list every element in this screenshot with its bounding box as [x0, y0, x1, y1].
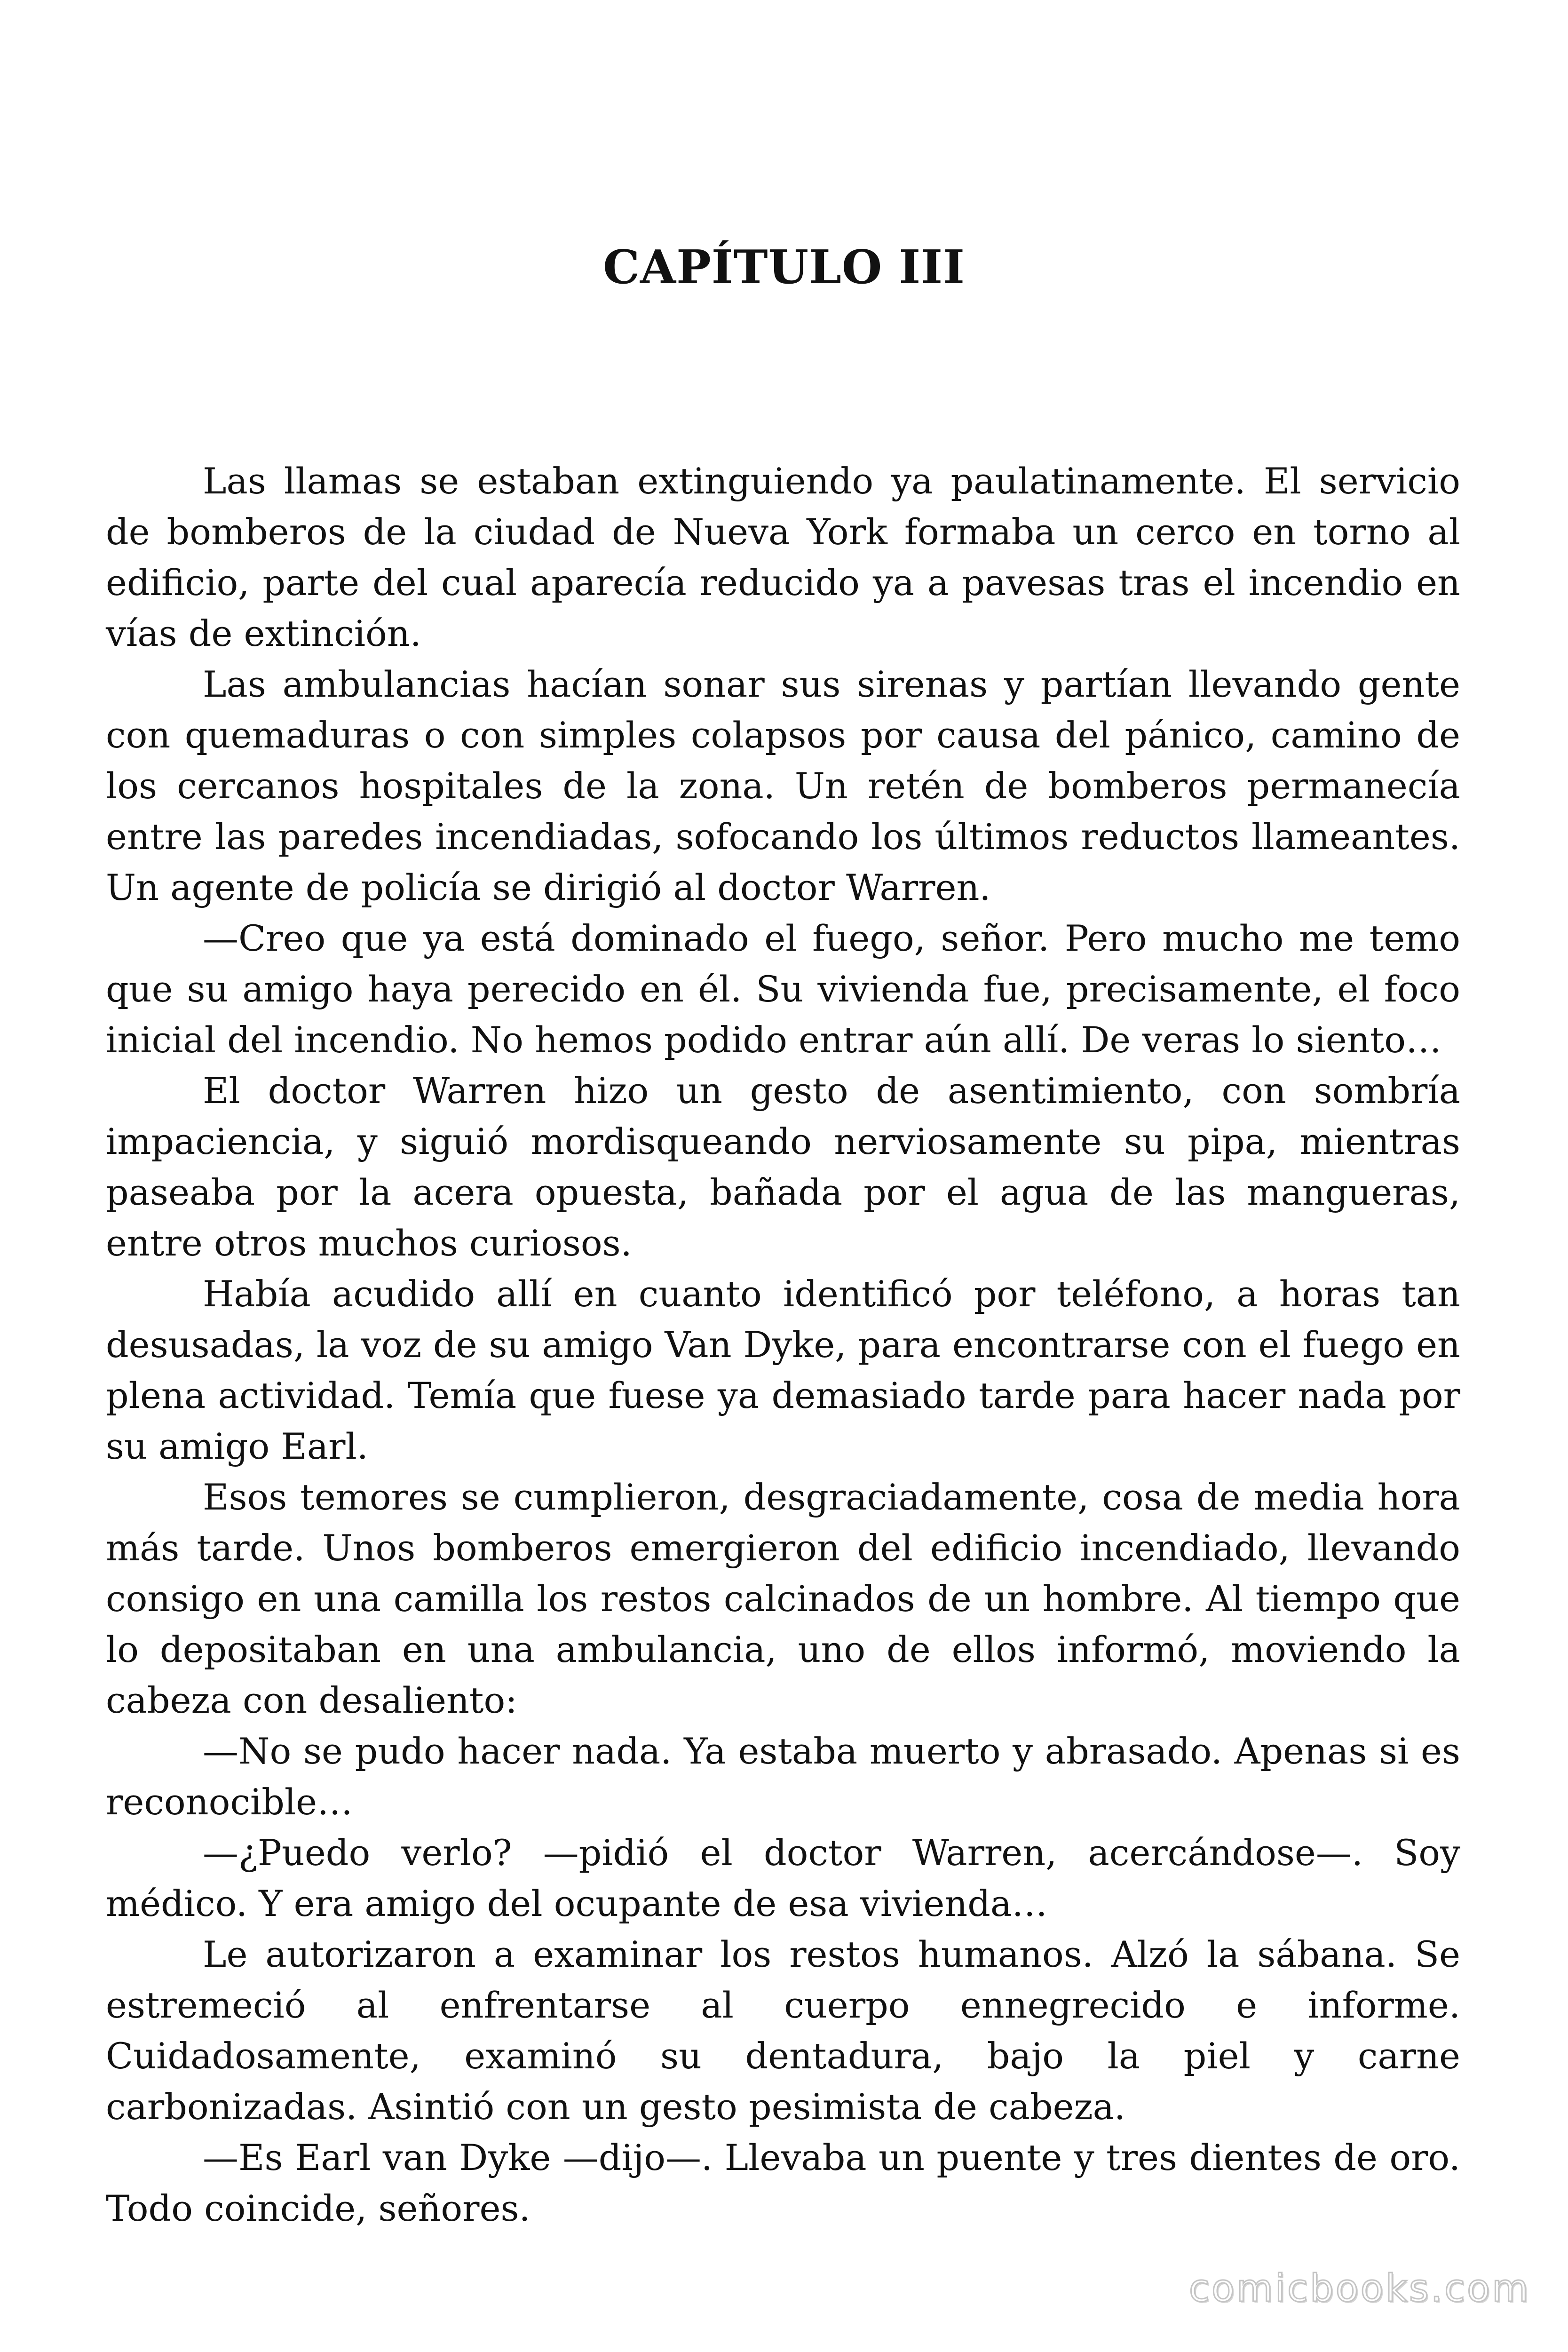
paragraph: —Creo que ya está dominado el fuego, señor. Pero mucho me temo que su amigo haya perecido en él. Su vivienda fue, precisamente, el foco inicial del incendio. No hemos podido entrar aún allí. De veras lo siento… [106, 917, 1460, 1061]
paragraph: El doctor Warren hizo un gesto de asentimiento, con sombría impaciencia, y siguió mordisqueando nerviosamente su pipa, mientras paseaba por la acera opuesta, bañada por el agua de las mangueras, entre otros muchos curiosos. [106, 1070, 1460, 1264]
chapter-body [106, 456, 1460, 2234]
paragraph: Había acudido allí en cuanto identificó por teléfono, a horas tan desusadas, la voz de su amigo Van Dyke, para encontrarse con el fuego en plena actividad. Temía que fuese ya demasiado tarde para hacer nada por su amigo Earl. [106, 1273, 1460, 1467]
watermark: comicbooks.com [1188, 2266, 1530, 2310]
paragraph: Esos temores se cumplieron, desgraciadamente, cosa de media hora más tarde. Unos bomberos emergieron del edificio incendiado, llevando consigo en una camilla los restos calcinados de un hombre. Al tiempo que lo depositaban en una ambulancia, uno de ellos informó, moviendo la cabeza con desaliento: [106, 1476, 1460, 1721]
paragraph: —Es Earl van Dyke —dijo—. Llevaba un puente y tres dientes de oro. Todo coincide, señores. [106, 2137, 1460, 2229]
paragraph: Las llamas se estaban extinguiendo ya paulatinamente. El servicio de bomberos de la ciudad de Nueva York formaba un cerco en torno al edificio, parte del cual aparecía reducido ya a pavesas tras el incendio en vías de extinción. [106, 460, 1460, 654]
paragraph: —No se pudo hacer nada. Ya estaba muerto y abrasado. Apenas si es reconocible… [106, 1730, 1460, 1823]
paragraph: Las ambulancias hacían sonar sus sirenas y partían llevando gente con quemaduras o con simples colapsos por causa del pánico, camino de los cercanos hospitales de la zona. Un retén de bomberos permanecía entre las paredes incendiadas, sofocando los últimos reductos llameantes. Un agente de policía se dirigió al doctor Warren. [106, 663, 1460, 908]
paragraph: Le autorizaron a examinar los restos humanos. Alzó la sábana. Se estremeció al enfrentarse al cuerpo ennegrecido e informe. Cuidadosamente, examinó su dentadura, bajo la piel y carne carbonizadas. Asintió con un gesto pesimista de cabeza. [106, 1933, 1460, 2128]
chapter-title: CAPÍTULO III [603, 240, 965, 294]
paragraph: —¿Puedo verlo? —pidió el doctor Warren, acercándose—. Soy médico. Y era amigo del ocupante de esa vivienda… [106, 1832, 1460, 1924]
